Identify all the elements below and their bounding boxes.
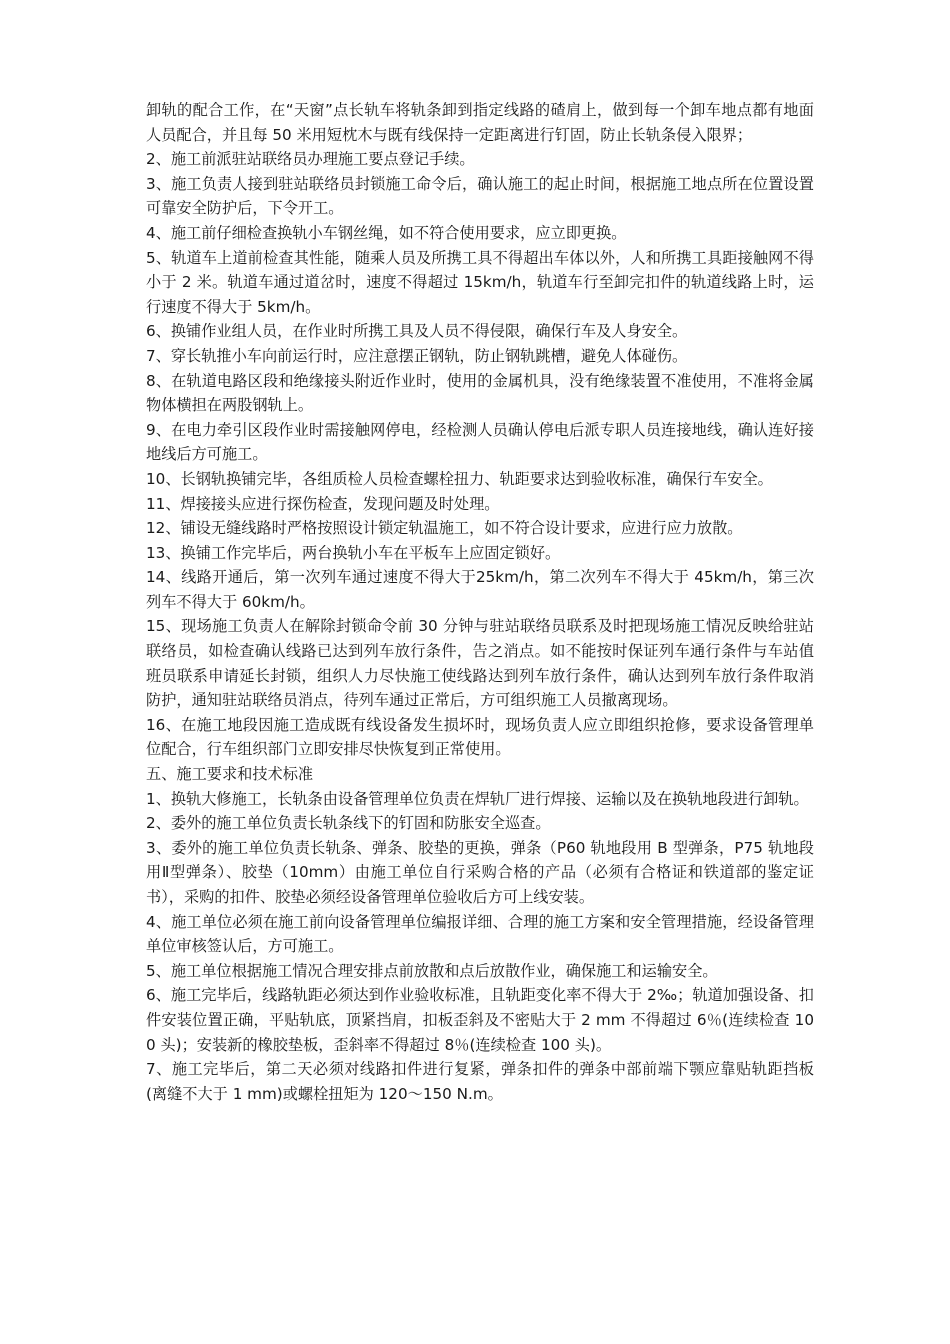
requirement-item-4: 4、施工单位必须在施工前向设备管理单位编报详细、合理的施工方案和安全管理措施，经设备管理单位审核签认后，方可施工。 xyxy=(146,912,814,956)
paragraph-continuation: 卸轨的配合工作，在“天窗”点长轨车将轨条卸到指定线路的碴肩上，做到每一个卸车地点都有地面人员配合，并且每 50 米用短枕木与既有线保持一定距离进行钉固，防止长轨条侵入限界； xyxy=(146,101,814,144)
paragraph-item-15: 15、现场施工负责人在解除封锁命令前 30 分钟与驻站联络员联系及时把现场施工情况反映给驻站联络员，如检查确认线路已达到列车放行条件，告之消点。如不能按时保证列车通行条件与车站值班员联系申请延长封锁，组织人力尽快施工使线路达到列车放行条件，确认达到列车放行条件取消防护，通知驻站联络员消点，待列车通过正常后，方可组织施工人员撤离现场。 xyxy=(146,617,814,710)
requirement-item-7: 7、施工完毕后，第二天必须对线路扣件进行复紧，弹条扣件的弹条中部前端下颚应靠贴轨距挡板(离缝不大于 1 mm)或螺栓扭矩为 120～150 N.m。 xyxy=(146,1060,814,1103)
paragraph-item-12: 12、铺设无缝线路时严格按照设计锁定轨温施工，如不符合设计要求，应进行应力放散。 xyxy=(146,519,743,538)
paragraph-item-10: 10、长钢轨换铺完毕，各组质检人员检查螺栓扭力、轨距要求达到验收标准，确保行车安全。 xyxy=(146,469,773,488)
requirement-item-3: 3、委外的施工单位负责长轨条、弹条、胶垫的更换，弹条（P60 轨地段用 B 型弹条，P75 轨地段用Ⅱ型弹条）、胶垫（10mm）由施工单位自行采购合格的产品（必须有合格证和铁道部的鉴定证书），采购的扣件、胶垫必须经设备管理单位验收后方可上线安装。 xyxy=(146,838,814,906)
paragraph-item-2: 2、施工前派驻站联络员办理施工要点登记手续。 xyxy=(146,150,475,169)
paragraph-item-4: 4、施工前仔细检查换轨小车钢丝绳，如不符合使用要求，应立即更换。 xyxy=(146,223,627,242)
paragraph-item-14: 14、线路开通后，第一次列车通过速度不得大于25km/h，第二次列车不得大于 45km/h，第三次列车不得大于 60km/h。 xyxy=(146,568,814,611)
requirement-item-2: 2、委外的施工单位负责长轨条线下的钉固和防胀安全巡查。 xyxy=(146,814,551,833)
paragraph-item-7: 7、穿长轨推小车向前运行时，应注意摆正钢轨，防止钢轨跳槽，避免人体碰伤。 xyxy=(146,346,688,365)
paragraph-item-3: 3、施工负责人接到驻站联络员封锁施工命令后，确认施工的起止时间，根据施工地点所在位置设置可靠安全防护后，下令开工。 xyxy=(146,174,814,218)
paragraph-item-11: 11、焊接接头应进行探伤检查，发现问题及时处理。 xyxy=(146,494,500,513)
paragraph-item-5: 5、轨道车上道前检查其性能，随乘人员及所携工具不得超出车体以外，人和所携工具距接触网不得小于 2 米。轨道车通过道岔时，速度不得超过 15km/h，轨道车行至卸完扣件的轨道线路上时，运行速度不得大于 5km/h。 xyxy=(146,248,814,316)
paragraph-item-13: 13、换铺工作完毕后，两台换轨小车在平板车上应固定锁好。 xyxy=(146,543,561,562)
paragraph-item-6: 6、换铺作业组人员，在作业时所携工具及人员不得侵限，确保行车及人身安全。 xyxy=(146,322,688,341)
section-heading-5: 五、施工要求和技术标准 xyxy=(146,765,314,784)
document-body xyxy=(146,98,814,1106)
paragraph-item-8: 8、在轨道电路区段和绝缘接头附近作业时，使用的金属机具，没有绝缘装置不准使用，不准将金属物体横担在两股钢轨上。 xyxy=(146,371,814,415)
requirement-item-6: 6、施工完毕后，线路轨距必须达到作业验收标准，且轨距变化率不得大于 2‰；轨道加强设备、扣件安装位置正确，平贴轨底，顶紧挡肩，扣板歪斜及不密贴大于 2 mm 不得超过 6％(连续检查 100 头)；安装新的橡胶垫板，歪斜率不得超过 8％(连续检查 100 头)。 xyxy=(146,986,814,1054)
requirement-item-1: 1、换轨大修施工，长轨条由设备管理单位负责在焊轨厂进行焊接、运输以及在换轨地段进行卸轨。 xyxy=(146,789,809,808)
paragraph-item-16: 16、在施工地段因施工造成既有线设备发生损坏时，现场负责人应立即组织抢修，要求设备管理单位配合，行车组织部门立即安排尽快恢复到正常使用。 xyxy=(146,715,814,759)
paragraph-item-9: 9、在电力牵引区段作业时需接触网停电，经检测人员确认停电后派专职人员连接地线，确认连好接地线后方可施工。 xyxy=(146,420,814,464)
requirement-item-5: 5、施工单位根据施工情况合理安排点前放散和点后放散作业，确保施工和运输安全。 xyxy=(146,961,718,980)
